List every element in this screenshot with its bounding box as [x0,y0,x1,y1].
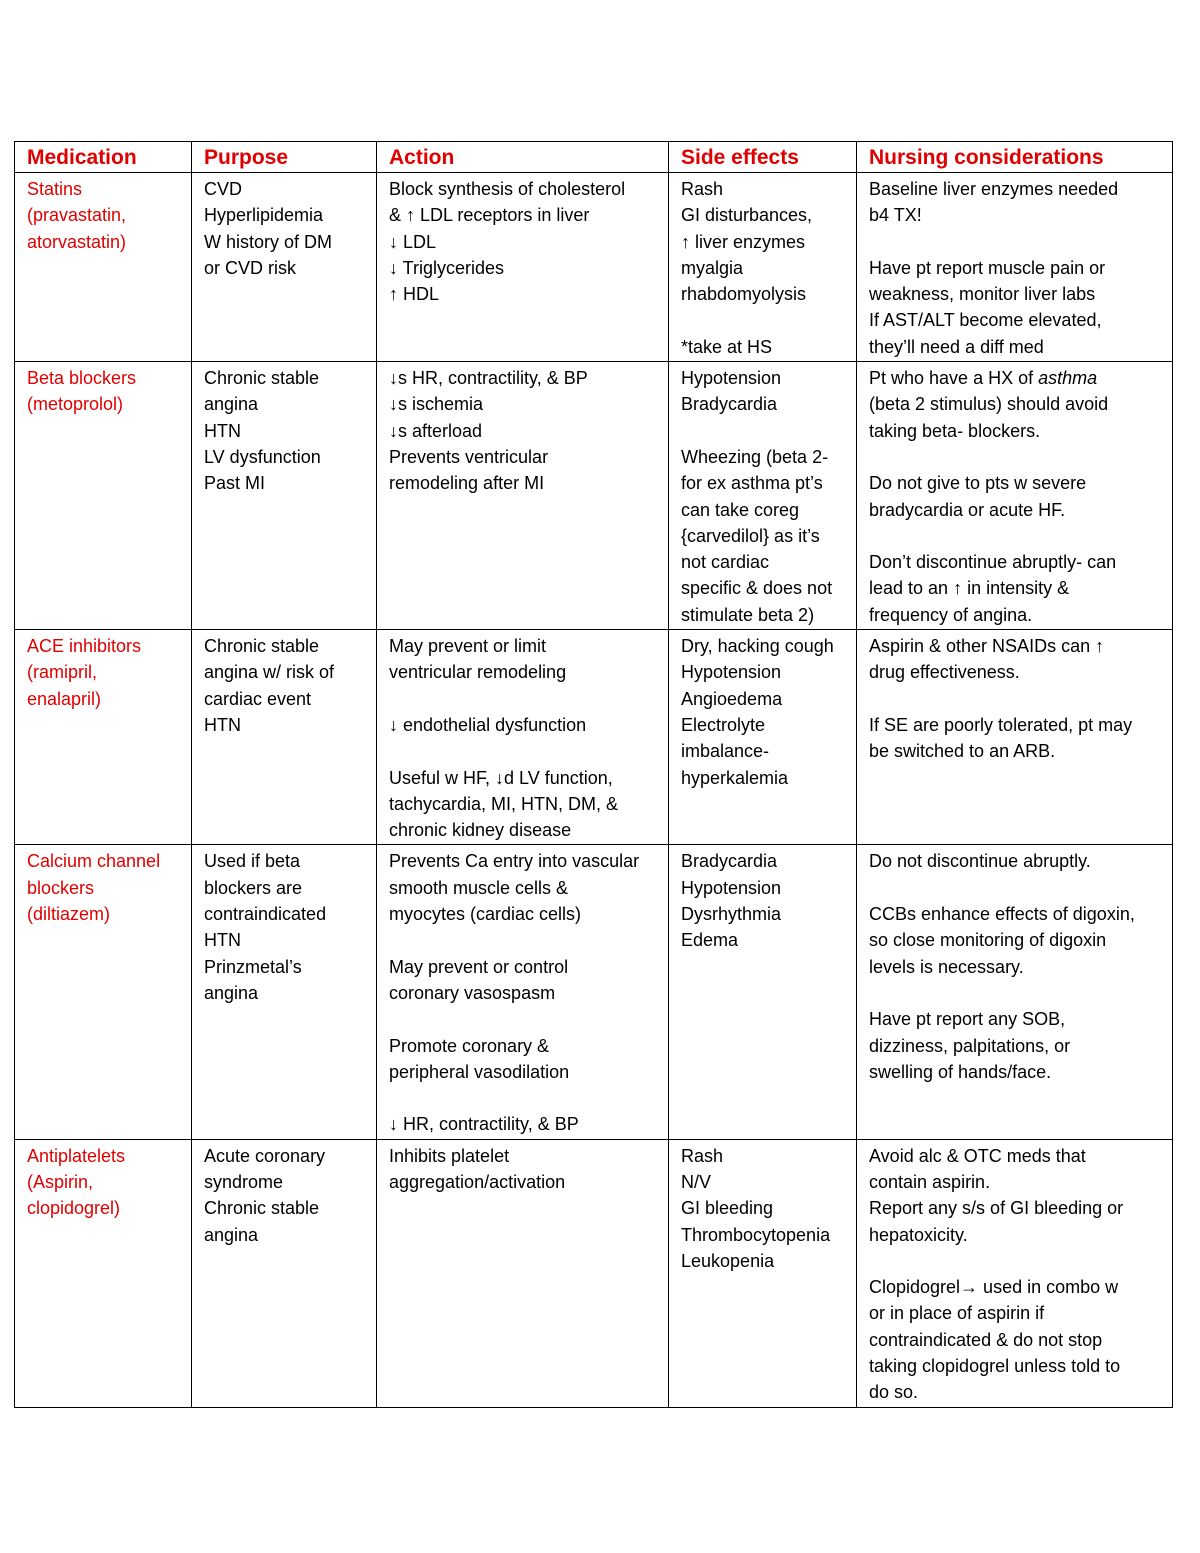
medication-cell [15,630,192,845]
nursing-line: Report any s/s of GI bleeding or [869,1198,1124,1219]
nursing-line: lead to an ↑ in intensity & [869,578,1070,599]
side-effect-line: for ex asthma pt’s [681,473,823,494]
action-line: Promote coronary & [389,1035,550,1056]
medication-cell [15,845,192,1139]
nursing-cell [857,362,1173,630]
medication-examples: (diltiazem) [27,904,111,925]
side-effect-line: hyperkalemia [681,767,789,788]
side-effect-line: rhabdomyolysis [681,284,807,305]
medication-examples: (pravastatin, [27,205,127,226]
nursing-line: levels is necessary. [869,956,1024,977]
action-line: ↓ HR, contractility, & BP [389,1114,579,1135]
nursing-line: contraindicated & do not stop [869,1329,1103,1350]
nursing-line: Do not discontinue abruptly. [869,851,1091,872]
purpose-line: CVD [204,179,243,199]
purpose-line: syndrome [204,1171,284,1192]
nursing-line: contain aspirin. [869,1171,991,1192]
action-line: coronary vasospasm [389,982,556,1003]
side-effect-line: myalgia [681,257,744,278]
side-effect-line: Dysrhythmia [681,904,782,925]
line-gap [389,1006,656,1032]
nursing-line: taking clopidogrel unless told to [869,1356,1121,1377]
action-line: ↓s HR, contractility, & BP [389,368,588,389]
nursing-line: frequency of angina. [869,604,1033,625]
medication-name: Antiplatelets [27,1145,126,1166]
action-line: Block synthesis of cholesterol [389,179,626,199]
purpose-line: HTN [204,930,241,951]
nursing-line: If AST/ALT become elevated, [869,310,1102,331]
side-effect-line: Angioedema [681,688,783,709]
nursing-emphasis: asthma [1038,368,1098,389]
side-effect-line: Wheezing (beta 2- [681,446,829,467]
line-gap [681,418,844,444]
purpose-line: W history of DM [204,231,333,252]
line-gap [869,523,1160,549]
purpose-line: cardiac event [204,688,312,709]
side-effect-line: {carvedilol} as it’s [681,525,820,546]
purpose-line: Chronic stable [204,368,320,389]
side-effect-line: *take at HS [681,336,773,357]
medication-table [14,141,1173,1408]
header-medication: Medication [15,142,192,173]
side-effect-line: GI disturbances, [681,205,813,226]
action-line: chronic kidney disease [389,820,572,841]
line-gap [389,686,656,712]
action-line: myocytes (cardiac cells) [389,904,582,925]
purpose-line: Hyperlipidemia [204,205,324,226]
medication-cell [15,362,192,630]
nursing-line: weakness, monitor liver labs [869,284,1096,305]
side-effects-cell [669,173,857,362]
side-effect-line: Thrombocytopenia [681,1224,831,1245]
action-line: Useful w HF, ↓d LV function, [389,767,613,788]
nursing-line: (beta 2 stimulus) should avoid [869,394,1109,415]
purpose-cell [192,630,377,845]
side-effect-line: Leukopenia [681,1250,775,1271]
line-gap [681,307,844,333]
purpose-line: Chronic stable [204,636,320,657]
action-line: Prevents ventricular [389,446,549,467]
side-effects-cell [669,630,857,845]
line-gap [869,229,1160,255]
nursing-cell [857,1139,1173,1407]
side-effect-line: GI bleeding [681,1198,774,1219]
purpose-line: angina [204,394,259,415]
side-effect-line: specific & does not [681,578,833,599]
action-line: tachycardia, MI, HTN, DM, & [389,793,619,814]
action-line: May prevent or control [389,956,569,977]
action-line: ↓ LDL [389,231,437,252]
action-line: & ↑ LDL receptors in liver [389,205,590,226]
medication-name: blockers [27,877,95,898]
action-line: ↓s afterload [389,420,483,441]
nursing-line [869,365,1160,391]
nursing-line: so close monitoring of digoxin [869,930,1107,951]
line-gap [389,927,656,953]
side-effect-line: Bradycardia [681,851,778,872]
purpose-line: angina w/ risk of [204,662,335,683]
nursing-line: or in place of aspirin if [869,1303,1045,1324]
nursing-line: hepatoxicity. [869,1224,968,1245]
medication-examples: enalapril) [27,688,102,709]
side-effect-line: can take coreg [681,499,800,520]
header-action: Action [377,142,669,173]
side-effect-line: Electrolyte [681,714,766,735]
action-cell [377,362,669,630]
action-line: smooth muscle cells & [389,877,569,898]
nursing-cell [857,173,1173,362]
purpose-cell [192,1139,377,1407]
action-line: remodeling after MI [389,473,545,494]
header-purpose: Purpose [192,142,377,173]
table-row [15,173,1173,362]
nursing-line: Have pt report muscle pain or [869,257,1106,278]
purpose-line: Acute coronary [204,1145,326,1166]
line-gap [869,1248,1160,1274]
purpose-line: blockers are [204,877,303,898]
nursing-line: taking beta- blockers. [869,420,1041,441]
purpose-cell [192,845,377,1139]
table-header-row [15,142,1173,173]
purpose-cell [192,362,377,630]
nursing-line: swelling of hands/face. [869,1061,1052,1082]
line-gap [389,738,656,764]
table-row [15,630,1173,845]
nursing-line: bradycardia or acute HF. [869,499,1066,520]
side-effect-line: stimulate beta 2) [681,604,815,625]
purpose-line: Past MI [204,473,266,494]
table-row [15,1139,1173,1407]
side-effect-line: not cardiac [681,552,770,573]
medication-examples: (metoprolol) [27,394,124,415]
side-effect-line: Bradycardia [681,394,778,415]
side-effect-line: N/V [681,1171,712,1192]
nursing-line: Baseline liver enzymes needed [869,179,1119,199]
side-effect-line: ↑ liver enzymes [681,231,806,252]
side-effects-cell [669,1139,857,1407]
purpose-line: HTN [204,714,241,735]
side-effect-line: Hypotension [681,877,782,898]
side-effect-line: Rash [681,179,724,199]
nursing-line: Have pt report any SOB, [869,1009,1066,1030]
side-effects-cell [669,845,857,1139]
action-cell [377,1139,669,1407]
nursing-line: Don’t discontinue abruptly- can [869,552,1117,573]
action-line: May prevent or limit [389,636,547,657]
nursing-line: Avoid alc & OTC meds that [869,1145,1086,1166]
nursing-line: dizziness, palpitations, or [869,1035,1071,1056]
action-line: Prevents Ca entry into vascular [389,851,640,872]
medication-examples: (Aspirin, [27,1171,94,1192]
line-gap [869,686,1160,712]
line-gap [869,980,1160,1006]
action-cell [377,630,669,845]
side-effect-line: Rash [681,1145,724,1166]
medication-name: Calcium channel [27,851,161,872]
nursing-line: be switched to an ARB. [869,741,1056,762]
nursing-line: CCBs enhance effects of digoxin, [869,904,1135,925]
nursing-line: If SE are poorly tolerated, pt may [869,714,1133,735]
medication-name: Statins [27,179,83,199]
purpose-line: Used if beta [204,851,301,872]
side-effect-line: Hypotension [681,368,782,389]
purpose-line: LV dysfunction [204,446,321,467]
line-gap [869,444,1160,470]
side-effects-cell [669,362,857,630]
medication-cell [15,173,192,362]
side-effect-line: Edema [681,930,739,951]
purpose-line: Prinzmetal’s [204,956,302,977]
purpose-line: Chronic stable [204,1198,320,1219]
purpose-line: contraindicated [204,904,327,925]
nursing-line: drug effectiveness. [869,662,1020,683]
side-effect-line: imbalance- [681,741,770,762]
header-nursing-considerations: Nursing considerations [857,142,1173,173]
line-gap [389,1085,656,1111]
nursing-cell [857,630,1173,845]
header-side-effects: Side effects [669,142,857,173]
purpose-cell [192,173,377,362]
action-line: ventricular remodeling [389,662,567,683]
medication-examples: clopidogrel) [27,1198,121,1219]
nursing-line: do so. [869,1382,919,1403]
action-cell [377,845,669,1139]
nursing-line: they’ll need a diff med [869,336,1044,357]
side-effect-line: Hypotension [681,662,782,683]
medication-name: ACE inhibitors [27,636,142,657]
action-line: ↓ Triglycerides [389,257,505,278]
table-row [15,362,1173,630]
purpose-line: HTN [204,420,241,441]
nursing-text: Pt who have a HX of [869,368,1039,389]
medication-examples: atorvastatin) [27,231,127,252]
nursing-line: Aspirin & other NSAIDs can ↑ [869,636,1105,657]
nursing-line: Do not give to pts w severe [869,473,1087,494]
action-line: ↓ endothelial dysfunction [389,714,587,735]
medication-cell [15,1139,192,1407]
action-line: peripheral vasodilation [389,1061,570,1082]
table-row [15,845,1173,1139]
purpose-line: angina [204,982,259,1003]
nursing-cell [857,845,1173,1139]
line-gap [869,875,1160,901]
action-cell [377,173,669,362]
nursing-line: b4 TX! [869,205,922,226]
action-line: ↑ HDL [389,284,440,305]
side-effect-line: Dry, hacking cough [681,636,834,657]
medication-examples: (ramipril, [27,662,97,683]
nursing-line: Clopidogrel→ used in combo w [869,1277,1119,1298]
purpose-line: angina [204,1224,259,1245]
action-line: aggregation/activation [389,1171,566,1192]
action-line: ↓s ischemia [389,394,484,415]
medication-name: Beta blockers [27,368,137,389]
action-line: Inhibits platelet [389,1145,510,1166]
purpose-line: or CVD risk [204,257,297,278]
